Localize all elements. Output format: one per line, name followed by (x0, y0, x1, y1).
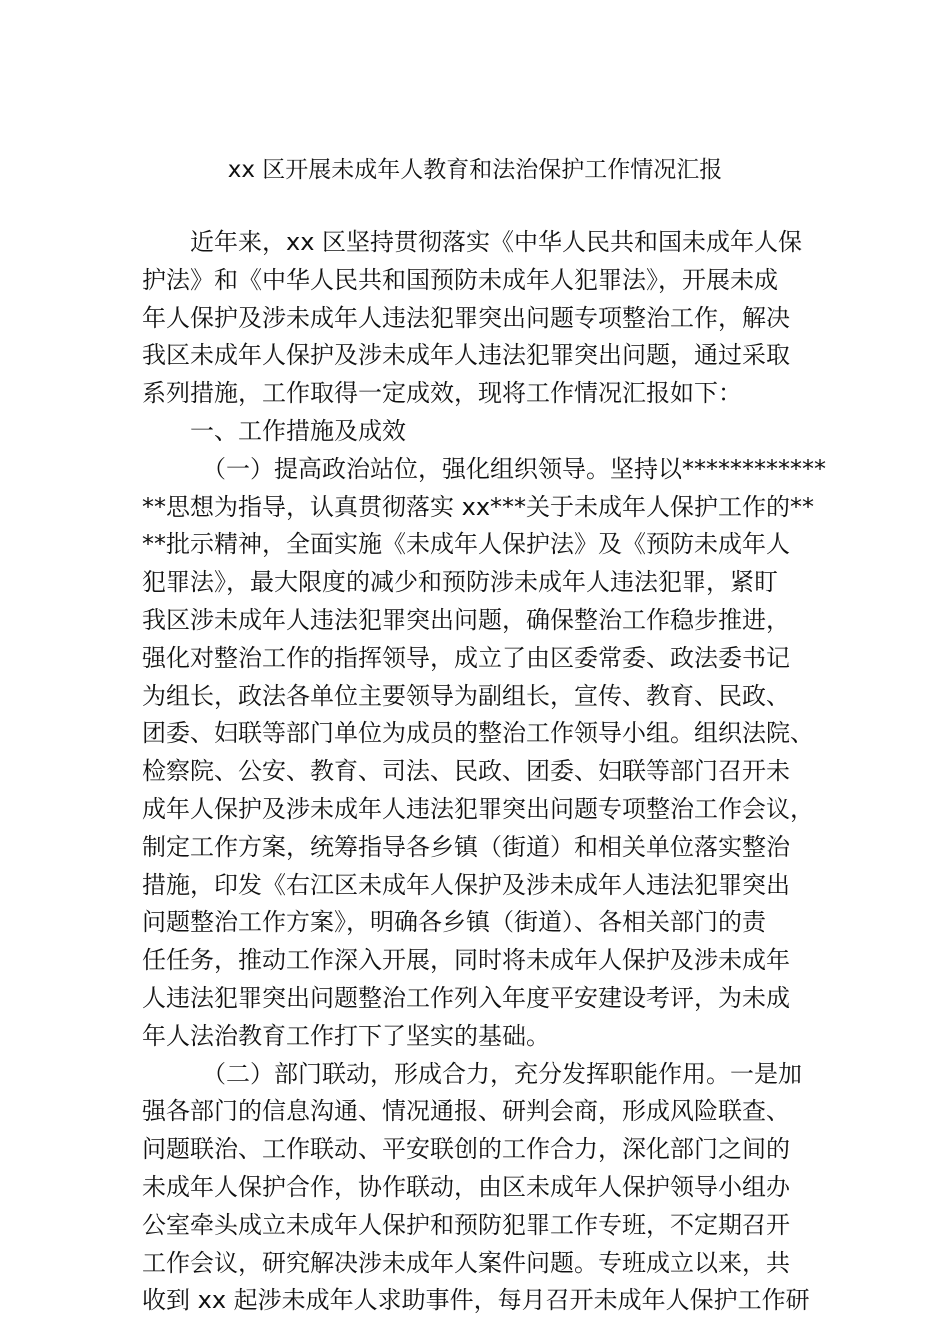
section-heading: 一、工作措施及成效 (190, 416, 406, 445)
paragraph-line: 公室牵头成立未成年人保护和预防犯罪工作专班，不定期召开 (142, 1210, 790, 1239)
subsection-heading-line: （二）部门联动，形成合力，充分发挥职能作用。一是加 (202, 1059, 802, 1088)
paragraph-line: 系列措施，工作取得一定成效，现将工作情况汇报如下： (142, 379, 742, 408)
paragraph-line: 工作会议，研究解决涉未成年人案件问题。专班成立以来，共 (142, 1248, 790, 1277)
paragraph-line: 收到 xx 起涉未成年人求助事件，每月召开未成年人保护工作研 (142, 1286, 810, 1315)
paragraph-line: 制定工作方案，统筹指导各乡镇（街道）和相关单位落实整治 (142, 832, 790, 861)
paragraph-line: 近年来，xx 区坚持贯彻落实《中华人民共和国未成年人保 (190, 228, 803, 256)
paragraph-line: 强各部门的信息沟通、情况通报、研判会商，形成风险联查、 (142, 1097, 790, 1126)
paragraph-line: 措施，印发《右江区未成年人保护及涉未成年人违法犯罪突出 (142, 870, 790, 899)
paragraph-line: 我区未成年人保护及涉未成年人违法犯罪突出问题，通过采取 (142, 341, 790, 370)
paragraph-line: 我区涉未成年人违法犯罪突出问题，确保整治工作稳步推进， (142, 605, 790, 634)
paragraph-line: 护法》和《中华人民共和国预防未成年人犯罪法》，开展未成 (142, 265, 778, 294)
document-title: xx 区开展未成年人教育和法治保护工作情况汇报 (227, 157, 723, 183)
paragraph-line: 任任务，推动工作深入开展，同时将未成年人保护及涉未成年 (142, 946, 790, 975)
paragraph-line: 团委、妇联等部门单位为成员的整治工作领导小组。组织法院、 (142, 719, 814, 748)
paragraph-line: 问题联治、工作联动、平安联创的工作合力，深化部门之间的 (142, 1135, 790, 1164)
subsection-heading-line: （一）提高政治站位，强化组织领导。坚持以************ (202, 454, 826, 483)
paragraph-line: 未成年人保护合作，协作联动，由区未成年人保护领导小组办 (142, 1172, 790, 1201)
paragraph-line: 人违法犯罪突出问题整治工作列入年度平安建设考评，为未成 (142, 983, 790, 1012)
document-body (142, 224, 832, 1320)
paragraph-line: 成年人保护及涉未成年人违法犯罪突出问题专项整治工作会议， (142, 794, 814, 823)
paragraph-line: **批示精神，全面实施《未成年人保护法》及《预防未成年人 (142, 530, 790, 559)
paragraph-line: 年人保护及涉未成年人违法犯罪突出问题专项整治工作，解决 (142, 303, 790, 332)
paragraph-line: 为组长，政法各单位主要领导为副组长，宣传、教育、民政、 (142, 681, 790, 710)
paragraph-line: 检察院、公安、教育、司法、民政、团委、妇联等部门召开未 (142, 757, 790, 786)
paragraph-line: 年人法治教育工作打下了坚实的基础。 (142, 1021, 550, 1050)
paragraph-line: 问题整治工作方案》，明确各乡镇（街道）、各相关部门的责 (142, 908, 766, 937)
paragraph-line: **思想为指导，认真贯彻落实 xx***关于未成年人保护工作的** (142, 492, 815, 521)
paragraph-line: 犯罪法》，最大限度的减少和预防涉未成年人违法犯罪，紧盯 (142, 568, 778, 597)
paragraph-line: 强化对整治工作的指挥领导，成立了由区委常委、政法委书记 (142, 643, 790, 672)
